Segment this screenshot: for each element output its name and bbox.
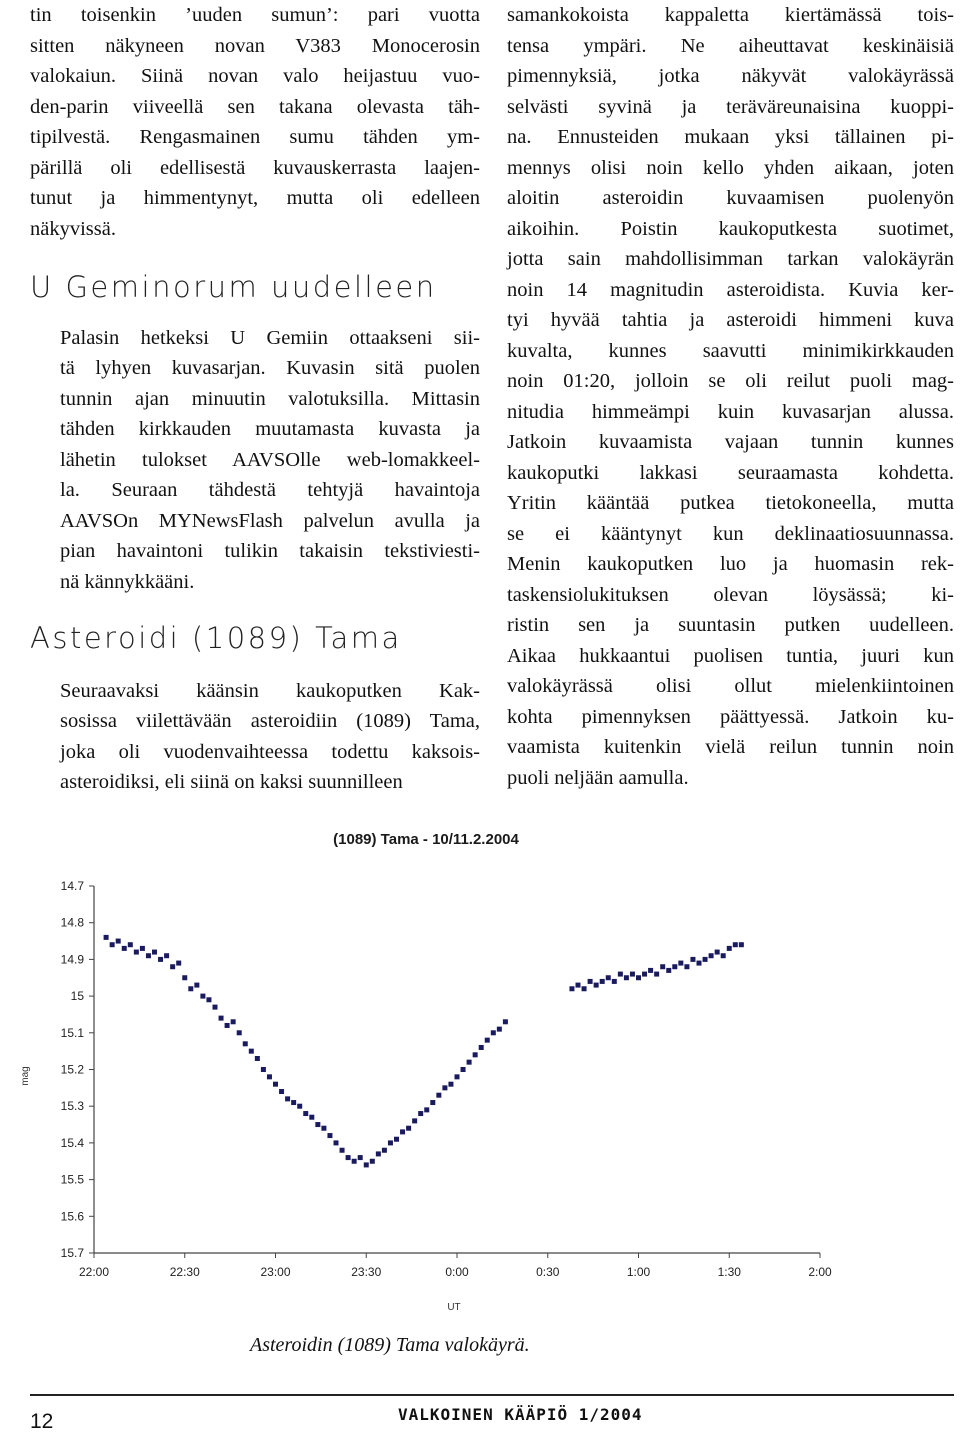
data-point bbox=[678, 961, 683, 966]
data-point bbox=[273, 1082, 278, 1087]
data-point bbox=[442, 1085, 447, 1090]
data-point bbox=[455, 1074, 460, 1079]
x-tick-label: 23:30 bbox=[351, 1265, 382, 1279]
data-point bbox=[430, 1100, 435, 1105]
data-point bbox=[194, 983, 199, 988]
text-line: pimennyksiä, jotka näkyvät valokäyrässä bbox=[507, 65, 954, 87]
data-point bbox=[654, 972, 659, 977]
data-point bbox=[382, 1148, 387, 1153]
data-point bbox=[188, 986, 193, 991]
data-point bbox=[612, 979, 617, 984]
x-tick-label: 1:00 bbox=[626, 1265, 651, 1279]
footer-divider bbox=[30, 1394, 954, 1396]
page-number: 12 bbox=[30, 1410, 54, 1433]
data-point bbox=[219, 1016, 224, 1021]
data-point bbox=[140, 946, 145, 951]
y-tick-label: 15.2 bbox=[60, 1062, 84, 1077]
data-point bbox=[394, 1137, 399, 1142]
text-line: tähden kirkkauden muutamasta kuvasta ja bbox=[60, 418, 480, 440]
data-point bbox=[249, 1049, 254, 1054]
x-axis-label: UT bbox=[447, 1302, 461, 1313]
text-line: sitten näkyneen novan V383 Monocerosin bbox=[30, 34, 480, 57]
data-point bbox=[709, 953, 714, 958]
data-point bbox=[104, 935, 109, 940]
data-point bbox=[436, 1093, 441, 1098]
data-point bbox=[358, 1155, 363, 1160]
x-tick-label: 22:30 bbox=[169, 1265, 200, 1279]
data-point bbox=[400, 1129, 405, 1134]
y-tick-label: 15 bbox=[70, 989, 84, 1004]
text-line: Aikaa hukkaantui puolisen tuntia, juuri kun bbox=[507, 644, 954, 667]
data-point bbox=[321, 1126, 326, 1131]
data-point bbox=[182, 975, 187, 980]
y-tick-label: 14.7 bbox=[60, 879, 84, 893]
data-point bbox=[297, 1104, 302, 1109]
data-point bbox=[346, 1155, 351, 1160]
y-tick-label: 15.5 bbox=[60, 1172, 84, 1187]
data-point bbox=[642, 972, 647, 977]
text-line: se ei kääntynyt kun deklinaatiosuunnassa. bbox=[507, 522, 954, 545]
data-point bbox=[636, 975, 641, 980]
y-tick-label: 15.1 bbox=[60, 1025, 84, 1040]
text-line: Palasin hetkeksi U Gemiin ottaakseni sii- bbox=[60, 326, 480, 349]
text-line: tensa ympäri. Ne aiheuttavat keskinäisiä bbox=[507, 34, 954, 57]
data-point bbox=[467, 1060, 472, 1065]
data-point bbox=[340, 1148, 345, 1153]
data-point bbox=[255, 1056, 260, 1061]
text-line: mennys olisi noin kello yhden aikaan, joten bbox=[507, 156, 954, 179]
data-point bbox=[424, 1107, 429, 1112]
data-point bbox=[364, 1162, 369, 1167]
data-point bbox=[213, 1005, 218, 1010]
y-tick-label: 15.3 bbox=[60, 1099, 84, 1114]
text-line: tä lyhyen kuvasarjan. Kuvasin sitä puolen bbox=[60, 357, 480, 379]
data-point bbox=[582, 986, 587, 991]
text-line: noin 01:20, jolloin se oli reilut puoli mag- bbox=[507, 370, 954, 392]
data-point bbox=[473, 1052, 478, 1057]
data-point bbox=[122, 946, 127, 951]
text-line: puoli neljään aamulla. bbox=[507, 766, 689, 789]
data-point bbox=[594, 983, 599, 988]
data-point bbox=[715, 950, 720, 955]
data-point bbox=[448, 1082, 453, 1087]
paragraph-1 bbox=[30, 0, 480, 244]
x-tick-label: 23:00 bbox=[260, 1265, 291, 1279]
data-point bbox=[418, 1111, 423, 1116]
text-line: näkyvissä. bbox=[30, 217, 116, 240]
text-line: valokäyrässä olisi ollut mielenkiintoinen bbox=[507, 675, 954, 697]
data-point bbox=[152, 950, 157, 955]
text-line: samankokoista kappaletta kiertämässä tois- bbox=[507, 4, 954, 26]
text-line: valokaiun. Siinä novan valo heijastuu vuo- bbox=[30, 65, 480, 87]
data-point bbox=[412, 1118, 417, 1123]
data-point bbox=[733, 942, 738, 947]
chart-points bbox=[104, 935, 744, 1168]
section-heading-u-geminorum: U Geminorum uudelleen bbox=[30, 270, 437, 304]
data-point bbox=[206, 997, 211, 1002]
paragraph-right bbox=[507, 0, 954, 793]
text-line: nä kännykkääni. bbox=[60, 570, 195, 593]
y-tick-label: 15.4 bbox=[60, 1135, 84, 1150]
y-tick-label: 14.8 bbox=[60, 915, 84, 930]
data-point bbox=[279, 1089, 284, 1094]
paragraph-3 bbox=[30, 676, 480, 798]
magazine-title: VALKOINEN KÄÄPIÖ 1/2004 bbox=[398, 1405, 643, 1424]
text-line: Menin kaukoputken luo ja huomasin rek- bbox=[507, 553, 954, 575]
text-line: tipilvestä. Rengasmainen sumu tähden ym- bbox=[30, 126, 480, 148]
data-point bbox=[200, 994, 205, 999]
chart-axes bbox=[61, 879, 832, 1279]
data-point bbox=[600, 979, 605, 984]
text-line: tunnin ajan minuutin valotuksilla. Mittasin bbox=[60, 387, 480, 410]
data-point bbox=[134, 950, 139, 955]
data-point bbox=[497, 1027, 502, 1032]
data-point bbox=[624, 975, 629, 980]
data-point bbox=[231, 1019, 236, 1024]
text-line: Seuraavaksi käänsin kaukoputken Kak- bbox=[60, 679, 480, 702]
data-point bbox=[606, 975, 611, 980]
y-tick-label: 15.6 bbox=[60, 1209, 84, 1224]
chart-title: (1089) Tama - 10/11.2.2004 bbox=[333, 831, 519, 848]
text-line: noin 14 magnitudin asteroidista. Kuvia ker- bbox=[507, 278, 954, 301]
data-point bbox=[370, 1159, 375, 1164]
data-point bbox=[690, 957, 695, 962]
data-point bbox=[666, 968, 671, 973]
y-axis-label: mag bbox=[20, 1066, 31, 1086]
data-point bbox=[261, 1067, 266, 1072]
text-line: AAVSOn MYNewsFlash palvelun avulla ja bbox=[60, 509, 480, 532]
data-point bbox=[352, 1159, 357, 1164]
data-point bbox=[164, 953, 169, 958]
x-tick-label: 0:00 bbox=[445, 1265, 469, 1279]
data-point bbox=[672, 964, 677, 969]
data-point bbox=[618, 972, 623, 977]
y-tick-label: 14.9 bbox=[60, 952, 84, 967]
text-line: aikoihin. Poistin kaukoputkesta suotimet, bbox=[507, 217, 954, 240]
data-point bbox=[128, 942, 133, 947]
data-point bbox=[703, 957, 708, 962]
text-line: vaamista kuitenkin vielä reilun tunnin noin bbox=[507, 736, 954, 758]
text-line: pärillä oli edellisestä kuvauskerrasta laajen- bbox=[30, 156, 480, 179]
figure-caption: Asteroidin (1089) Tama valokäyrä. bbox=[250, 1334, 530, 1356]
data-point bbox=[388, 1140, 393, 1145]
data-point bbox=[315, 1122, 320, 1127]
text-line: kaukoputki lakkasi seuraamasta kohdetta. bbox=[507, 461, 954, 484]
text-line: den-parin viiveellä sen takana olevasta täh- bbox=[30, 95, 480, 118]
text-line: kuvalta, kunnes saavutti minimikirkkauden bbox=[507, 339, 954, 362]
text-line: kohta pimennyksen päättyessä. Jatkoin ku- bbox=[507, 705, 954, 728]
text-line: na. Ennusteiden mukaan yksi tällainen pi- bbox=[507, 126, 954, 148]
data-point bbox=[739, 942, 744, 947]
data-point bbox=[576, 983, 581, 988]
data-point bbox=[630, 972, 635, 977]
data-point bbox=[461, 1067, 466, 1072]
text-line: sosissa viilettävään asteroidiin (1089) Tama, bbox=[60, 710, 480, 732]
text-line: tunut ja himmentynyt, mutta oli edelleen bbox=[30, 187, 480, 209]
data-point bbox=[303, 1111, 308, 1116]
data-point bbox=[225, 1023, 230, 1028]
data-point bbox=[569, 986, 574, 991]
data-point bbox=[406, 1126, 411, 1131]
data-point bbox=[485, 1038, 490, 1043]
data-point bbox=[648, 968, 653, 973]
data-point bbox=[110, 942, 115, 947]
text-line: pian havaintoni tulikin takaisin tekstiviesti- bbox=[60, 540, 480, 562]
x-tick-label: 2:00 bbox=[808, 1265, 832, 1279]
text-line: asteroidiksi, eli siinä on kaksi suunnilleen bbox=[60, 771, 403, 793]
data-point bbox=[285, 1096, 290, 1101]
text-line: lähetin tulokset AAVSOlle web-lomakkeel- bbox=[60, 448, 480, 471]
text-line: tyi hyvää tahtia ja asteroidi himmeni kuva bbox=[507, 309, 954, 331]
data-point bbox=[237, 1030, 242, 1035]
data-point bbox=[170, 964, 175, 969]
right-column bbox=[507, 0, 954, 793]
data-point bbox=[309, 1115, 314, 1120]
data-point bbox=[491, 1030, 496, 1035]
data-point bbox=[327, 1133, 332, 1138]
data-point bbox=[243, 1041, 248, 1046]
data-point bbox=[291, 1100, 296, 1105]
x-tick-label: 0:30 bbox=[536, 1265, 560, 1279]
x-tick-label: 1:30 bbox=[717, 1265, 741, 1279]
data-point bbox=[727, 946, 732, 951]
text-line: Jatkoin kuvaamista vajaan tunnin kunnes bbox=[507, 431, 954, 453]
data-point bbox=[146, 953, 151, 958]
data-point bbox=[116, 939, 121, 944]
text-line: ristin sen ja suuntasin putken uudelleen. bbox=[507, 614, 954, 636]
light-curve-chart bbox=[14, 818, 850, 1318]
data-point bbox=[721, 953, 726, 958]
data-point bbox=[479, 1045, 484, 1050]
data-point bbox=[267, 1074, 272, 1079]
text-line: la. Seuraan tähdestä tehtyjä havaintoja bbox=[60, 479, 480, 501]
x-tick-label: 22:00 bbox=[78, 1265, 110, 1279]
data-point bbox=[660, 964, 665, 969]
data-point bbox=[684, 964, 689, 969]
text-line: selvästi syvinä ja teräväreunaisina kuoppi- bbox=[507, 95, 954, 118]
text-line: tin toisenkin ’uuden sumun’: pari vuotta bbox=[30, 4, 480, 26]
data-point bbox=[503, 1019, 508, 1024]
data-point bbox=[697, 961, 702, 966]
data-point bbox=[158, 957, 163, 962]
text-line: Yritin kääntää putkea tietokoneella, mutta bbox=[507, 492, 954, 514]
paragraph-2 bbox=[30, 323, 480, 598]
data-point bbox=[176, 961, 181, 966]
text-line: jotta sain mahdollisimman tarkan valokäyrän bbox=[507, 248, 954, 270]
text-line: taskensiolukituksen olevan löysässä; ki- bbox=[507, 583, 954, 606]
text-line: nitudia himmeämpi kuin kuvasarjan alussa. bbox=[507, 400, 954, 423]
data-point bbox=[334, 1140, 339, 1145]
y-tick-label: 15.7 bbox=[60, 1246, 84, 1260]
text-line: joka oli vuodenvaihteessa todettu kaksois- bbox=[60, 740, 480, 763]
text-line: aloitin asteroidin kuvaamisen puolenyön bbox=[507, 187, 954, 209]
section-heading-asteroid-tama: Asteroidi (1089) Tama bbox=[30, 621, 402, 655]
data-point bbox=[588, 979, 593, 984]
data-point bbox=[376, 1151, 381, 1156]
left-column bbox=[30, 0, 480, 798]
